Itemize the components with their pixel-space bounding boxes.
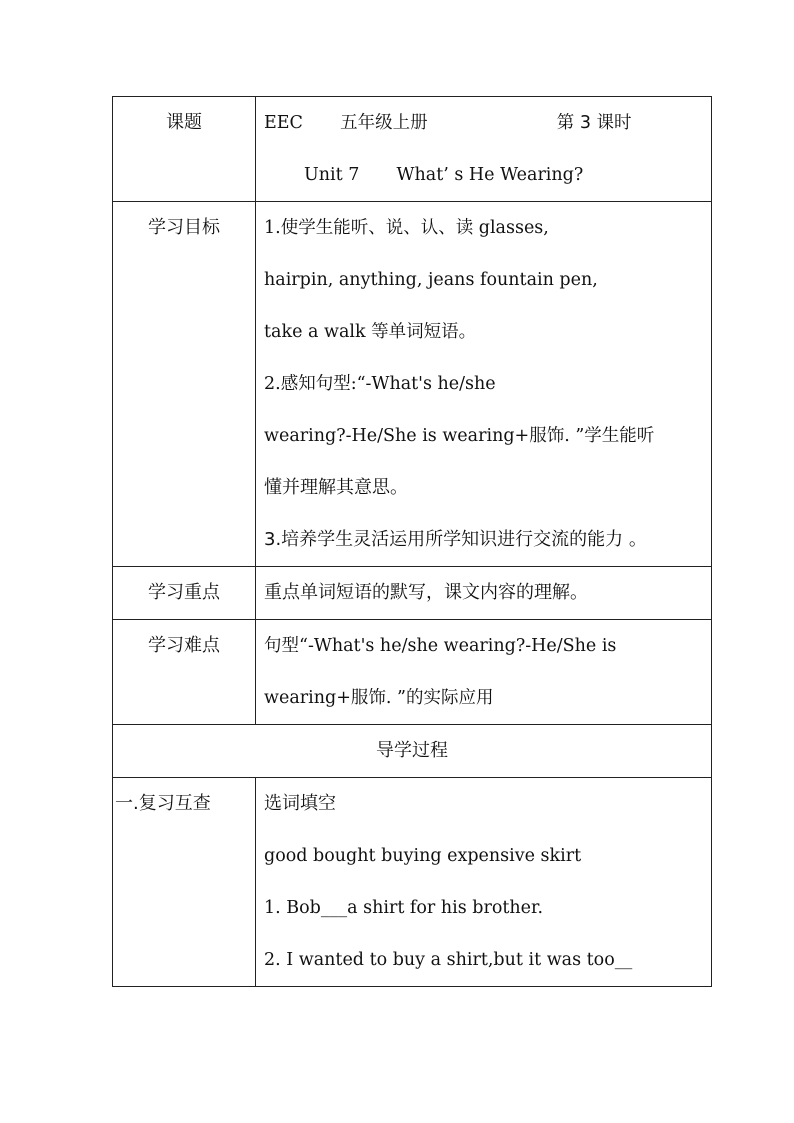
topic-cell xyxy=(256,97,712,202)
difficulty-line: wearing+服饰. ”的实际应用 xyxy=(264,688,494,708)
lesson-number-text: 第 3 课时 xyxy=(556,113,632,133)
objective-line: take a walk 等单词短语。 xyxy=(264,322,477,342)
exercise-item: 1. Bob___a shirt for his brother. xyxy=(264,898,544,918)
key-points-label: 学习重点 xyxy=(148,582,220,603)
difficulties-label-cell xyxy=(113,620,256,725)
topic-line-1 xyxy=(264,97,707,149)
objectives-row xyxy=(113,202,712,567)
process-title-cell xyxy=(113,725,712,778)
review-row xyxy=(113,778,712,987)
unit-title-text: What’ s He Wearing? xyxy=(396,165,584,185)
lesson-plan-table xyxy=(112,96,712,987)
difficulties-cell xyxy=(256,620,712,725)
objectives-label: 学习目标 xyxy=(148,217,220,238)
objective-line: 懂并理解其意思。 xyxy=(264,477,408,498)
objective-line: hairpin, anything, jeans fountain pen, xyxy=(264,270,598,290)
key-points-label-cell xyxy=(113,567,256,620)
review-label: 一.复习互查 xyxy=(115,793,211,814)
objective-line: 3.培养学生灵活运用所学知识进行交流的能力 。 xyxy=(264,529,647,550)
key-points-text: 重点单词短语的默写，课文内容的理解。 xyxy=(264,582,588,603)
exercise-item: 2. I wanted to buy a shirt,but it was too__ xyxy=(264,950,633,970)
process-title: 导学过程 xyxy=(376,740,448,761)
difficulties-label: 学习难点 xyxy=(148,635,220,656)
unit-text: Unit 7 xyxy=(304,165,360,185)
topic-line-2 xyxy=(264,149,707,201)
process-title-row xyxy=(113,725,712,778)
topic-label-cell xyxy=(113,97,256,202)
difficulties-row xyxy=(113,620,712,725)
difficulty-line: 句型“-What's he/she wearing?-He/She is xyxy=(264,636,617,656)
review-label-cell xyxy=(113,778,256,987)
objective-line: 1.使学生能听、说、认、读 glasses, xyxy=(264,218,549,238)
publisher-text: EEC xyxy=(264,113,303,133)
topic-label: 课题 xyxy=(166,112,202,133)
key-points-row xyxy=(113,567,712,620)
review-instruction: 选词填空 xyxy=(264,793,336,814)
topic-row xyxy=(113,97,712,202)
word-bank: good bought buying expensive skirt xyxy=(264,846,582,866)
objectives-label-cell xyxy=(113,202,256,567)
review-cell xyxy=(256,778,712,987)
objective-line: 2.感知句型:“-What's he/she xyxy=(264,374,496,394)
key-points-cell xyxy=(256,567,712,620)
objectives-cell xyxy=(256,202,712,567)
objective-line: wearing?-He/She is wearing+服饰. ”学生能听 xyxy=(264,426,655,446)
grade-text: 五年级上册 xyxy=(340,113,428,133)
